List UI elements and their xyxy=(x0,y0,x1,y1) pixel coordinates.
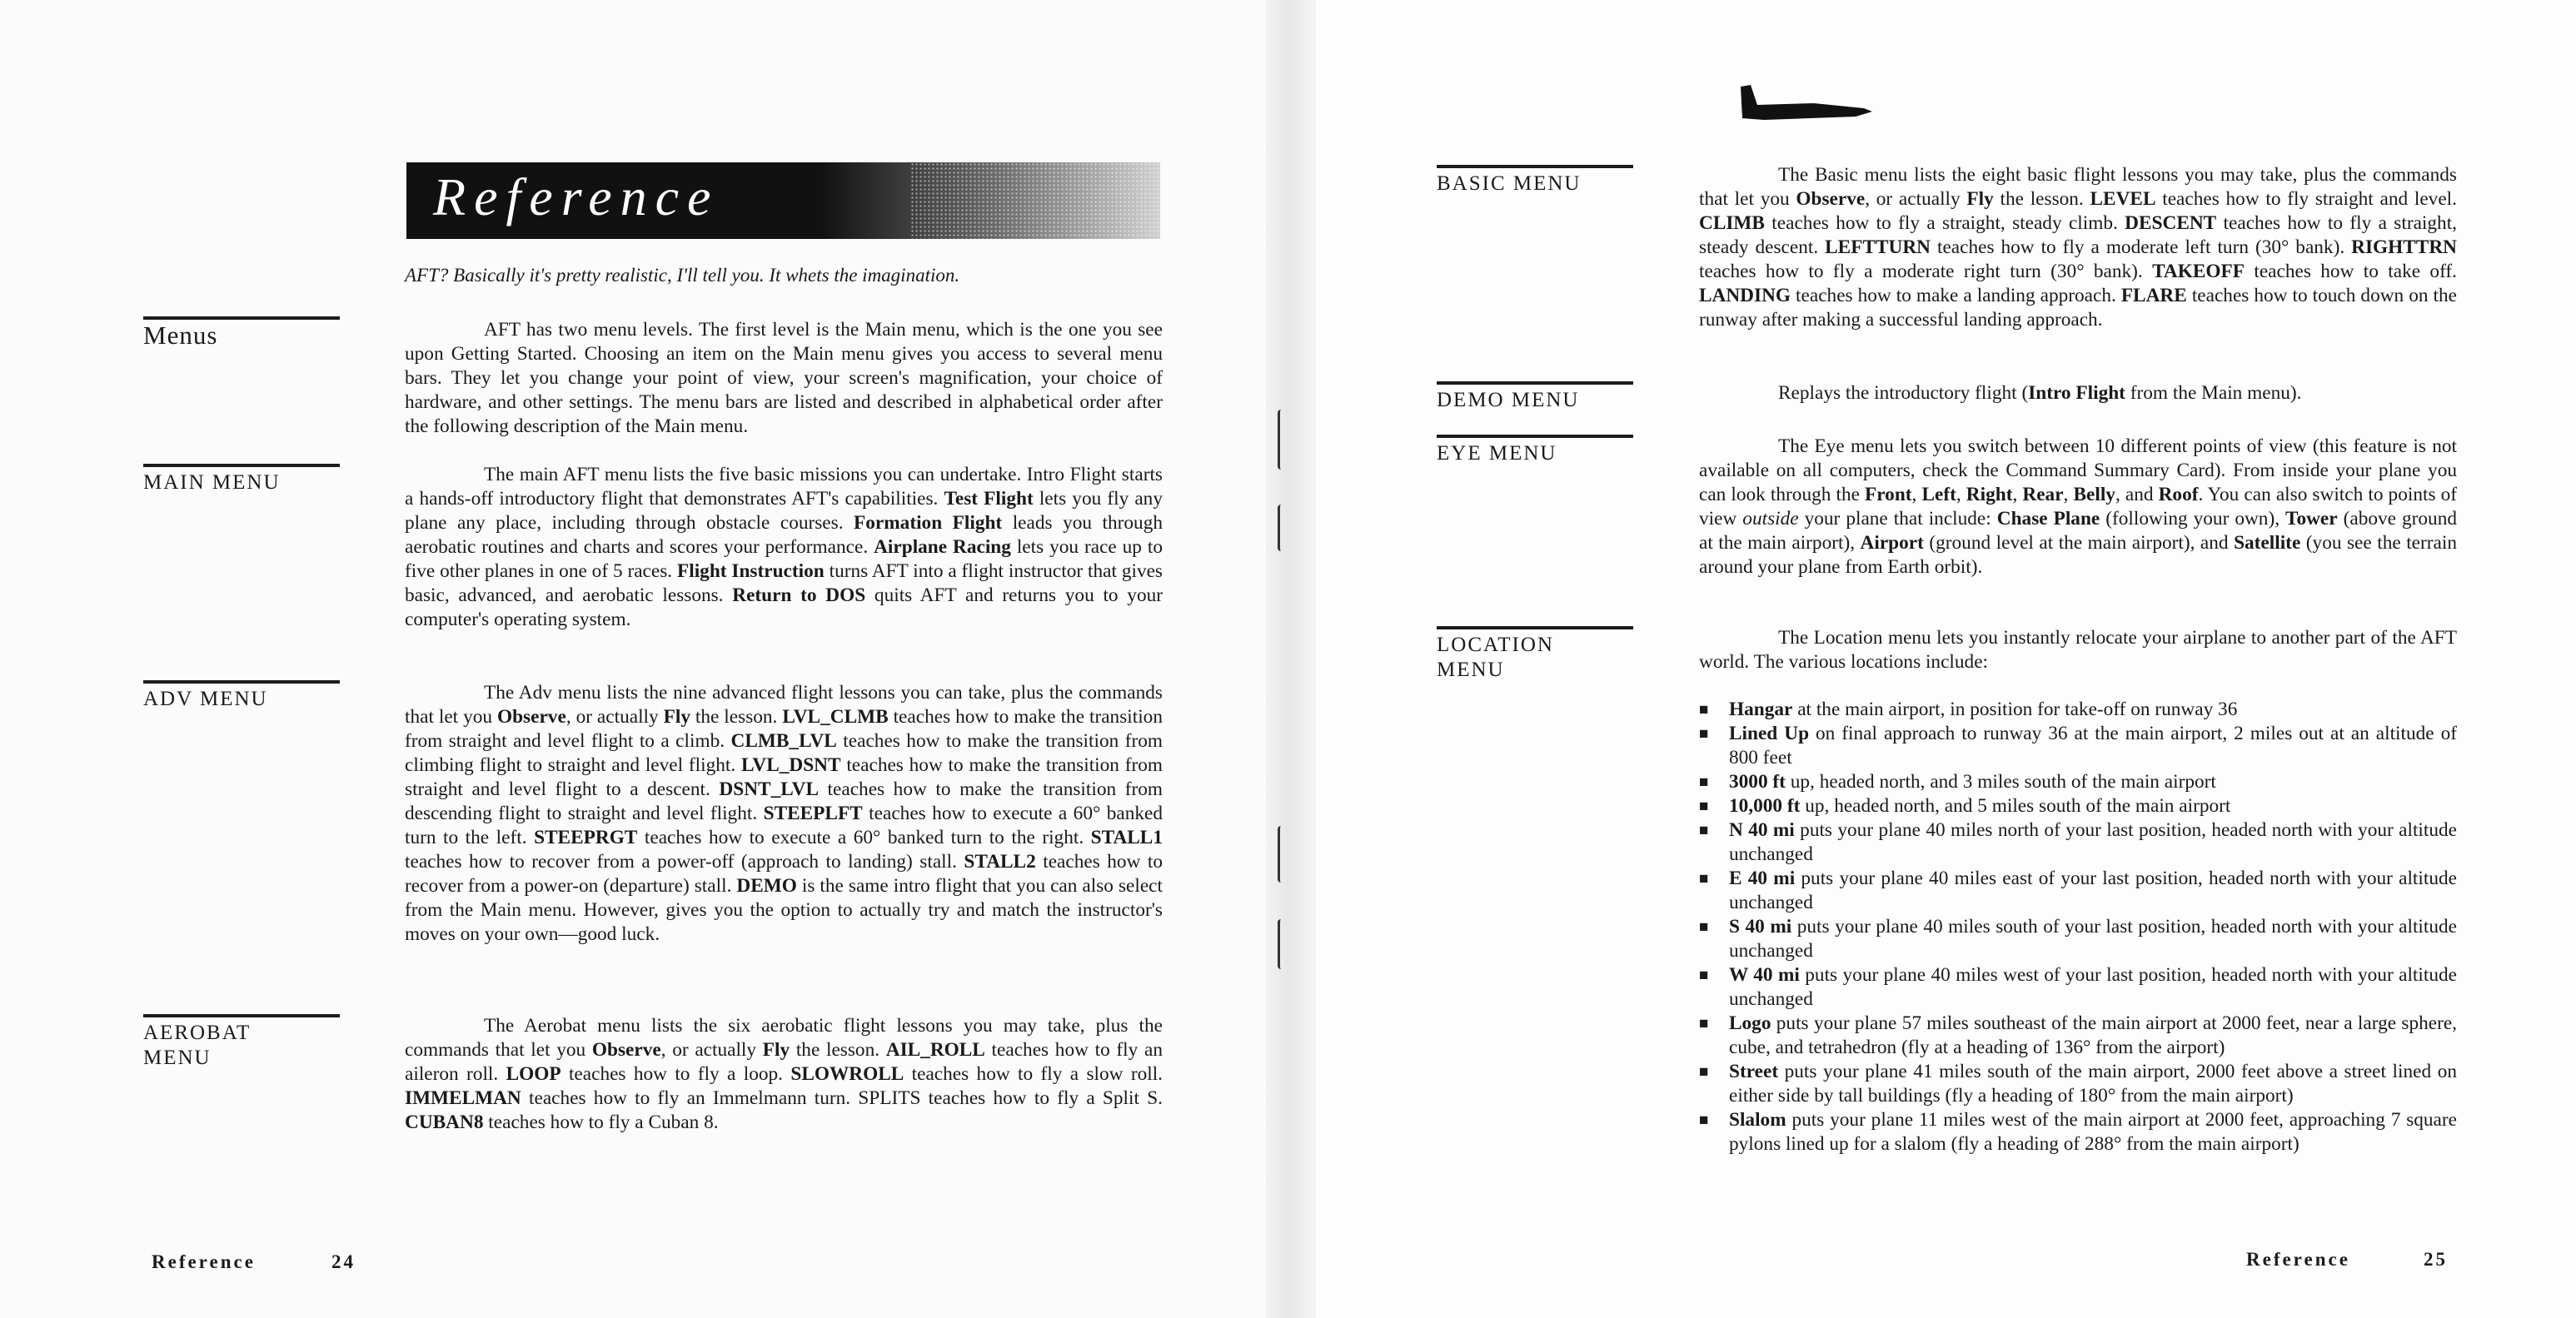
text-run: the lesson. xyxy=(690,706,783,728)
text-run: teaches how to make the transition from straight and level flight to a climb. xyxy=(405,706,1163,752)
heading-menus xyxy=(143,316,340,348)
para-location-menu xyxy=(1699,626,2457,674)
para-eye-menu-text xyxy=(1699,435,2457,579)
binding-ring xyxy=(1278,410,1287,470)
bold-term: N 40 mi xyxy=(1729,819,1795,841)
text-run: teaches how to recover from a power-off (approach to landing) stall. xyxy=(405,851,964,873)
bold-term: LOOP xyxy=(506,1063,561,1085)
location-item xyxy=(1699,1060,2457,1108)
heading-main-menu-label: MAIN MENU xyxy=(143,471,281,494)
text-run: teaches how to fly a straight, steady climb. xyxy=(1764,212,2125,234)
text-run: teaches how to execute a 60° banked turn to the right. xyxy=(637,827,1091,848)
bold-term: CLMB_LVL xyxy=(730,730,837,752)
text-run: teaches how to fly an aileron roll. xyxy=(405,1039,1163,1085)
para-basic-menu-text xyxy=(1699,163,2457,332)
text-run: teaches how to fly a moderate right turn (30° bank). xyxy=(1699,261,2153,282)
heading-eye-menu-label: EYE MENU xyxy=(1437,442,1557,465)
bold-term: LEFTTURN xyxy=(1825,236,1931,258)
binding-ring xyxy=(1278,826,1287,883)
bold-term: TAKEOFF xyxy=(2152,261,2245,282)
footer-left-label: Reference xyxy=(152,1251,256,1272)
text-run: teaches how to make the transition from climbing flight to straight and level flight. xyxy=(405,730,1163,776)
text-run: from the Main menu). xyxy=(2125,382,2302,404)
text-run: puts your plane 40 miles east of your last position, headed north with your altitude unchanged xyxy=(1729,868,2457,913)
para-aerobat-menu-text xyxy=(405,1014,1163,1135)
bold-term: DESCENT xyxy=(2125,212,2217,234)
text-run: , and xyxy=(2115,484,2159,505)
text-run: up, headed north, and 3 miles south of the main airport xyxy=(1785,771,2216,793)
bold-term: STEEPRGT xyxy=(534,827,638,848)
bold-term: Return to DOS xyxy=(732,584,866,606)
text-run: teaches how to fly a loop. xyxy=(561,1063,791,1085)
binding-ring xyxy=(1278,505,1287,551)
heading-location-line1: LOCATION xyxy=(1437,634,1554,656)
text-run: teaches how to touch down on the runway after making a successful landing approach. xyxy=(1699,285,2457,331)
bold-term: Belly xyxy=(2073,484,2115,505)
bold-term: Fly xyxy=(762,1039,790,1061)
heading-aerobat-menu xyxy=(143,1014,340,1071)
para-menus-text xyxy=(405,318,1163,439)
text-run: Replays the introductory flight ( xyxy=(1778,382,2029,404)
bold-term: LEVEL xyxy=(2090,188,2156,210)
heading-location-menu xyxy=(1437,626,1633,683)
bold-term: CUBAN8 xyxy=(405,1112,484,1133)
para-adv-menu xyxy=(405,681,1163,947)
text-run: puts your plane 11 miles west of the main airport at 2000 feet, approaching 7 square pylons lined up for a slalom (fly a heading of 288° from the main airport) xyxy=(1729,1109,2457,1155)
para-main-menu-text xyxy=(405,463,1163,632)
location-item xyxy=(1699,867,2457,915)
text-run: teaches how to fly a Cuban 8. xyxy=(483,1112,719,1133)
location-item xyxy=(1699,818,2457,867)
bold-term: Fly xyxy=(663,706,690,728)
text-run: your plane that include: xyxy=(1798,508,1997,530)
text-run: , or actually xyxy=(566,706,664,728)
text-run: (ground level at the main airport), and xyxy=(1923,532,2235,554)
para-location-menu-text xyxy=(1699,626,2457,674)
bold-term: LANDING xyxy=(1699,285,1791,306)
text-run: the lesson. xyxy=(790,1039,886,1061)
text-run: teaches how to make the transition from straight and level flight to a descent. xyxy=(405,754,1163,800)
bold-term: W 40 mi xyxy=(1729,964,1800,986)
text-run: teaches how to make a landing approach. xyxy=(1791,285,2121,306)
text-run: puts your plane 41 miles south of the main airport, 2000 feet above a street lined on either side by tall buildings (fly a heading of 180° from the main airport) xyxy=(1729,1061,2457,1107)
text-run: the lesson. xyxy=(1993,188,2090,210)
bold-term: Left xyxy=(1921,484,1956,505)
heading-demo-menu-label: DEMO MENU xyxy=(1437,389,1580,411)
text-run: , xyxy=(1911,484,1922,505)
text-run: turns AFT into a flight instructor that gives basic, advanced, and aerobatic lessons. xyxy=(405,560,1163,606)
heading-basic-menu-label: BASIC MENU xyxy=(1437,172,1582,195)
heading-aerobat-line2: MENU xyxy=(143,1047,212,1069)
text-run: The Aerobat menu lists the six aerobatic flight lessons you may take, plus the commands that let you xyxy=(405,1015,1163,1061)
binding-ring xyxy=(1278,919,1287,969)
bold-term: Observe xyxy=(1796,188,1866,210)
para-aerobat-menu xyxy=(405,1014,1163,1135)
text-run: teaches how to execute a 60° banked turn to the left. xyxy=(405,803,1163,848)
text-run: teaches how to fly an Immelmann turn. SPLITS teaches how to fly a Split S. xyxy=(521,1087,1163,1109)
text-run: puts your plane 40 miles west of your last position, headed north with your altitude unchanged xyxy=(1729,964,2457,1010)
text-run: puts your plane 40 miles north of your last position, headed north with your altitude unchanged xyxy=(1729,819,2457,865)
bold-term: Observe xyxy=(496,706,566,728)
bold-term: AIL_ROLL xyxy=(885,1039,985,1061)
location-item xyxy=(1699,722,2457,770)
heading-basic-menu xyxy=(1437,165,1633,196)
bold-term: Right xyxy=(1966,484,2013,505)
bold-term: 10,000 ft xyxy=(1729,795,1801,817)
bold-term: E 40 mi xyxy=(1729,868,1796,889)
bold-term: STALL2 xyxy=(964,851,1036,873)
text-run: teaches how to fly a moderate left turn (30° bank). xyxy=(1931,236,2352,258)
bold-term: CLIMB xyxy=(1699,212,1765,234)
location-item xyxy=(1699,963,2457,1012)
text-run: at the main airport, in position for take-off on runway 36 xyxy=(1792,699,2238,720)
text-run: teaches how to fly a slow roll. xyxy=(904,1063,1163,1085)
bold-term: Roof xyxy=(2158,484,2199,505)
bold-term: LVL_DSNT xyxy=(740,754,841,776)
para-adv-menu-text xyxy=(405,681,1163,947)
text-run: . You can also switch to points of view xyxy=(1699,484,2458,530)
bold-term: IMMELMAN xyxy=(405,1087,521,1109)
bold-term: Chase Plane xyxy=(1996,508,2100,530)
text-run: puts your plane 40 miles south of your last position, headed north with your altitude unchanged xyxy=(1729,916,2458,962)
location-item xyxy=(1699,698,2457,722)
bold-term: Formation Flight xyxy=(854,512,1003,534)
bold-term: Tower xyxy=(2285,508,2338,530)
bold-term: Airport xyxy=(1860,532,1924,554)
bold-term: SLOWROLL xyxy=(790,1063,904,1085)
text-run: quits AFT and returns you to your computer's operating system. xyxy=(405,584,1163,630)
text-run: The Adv menu lists the nine advanced flight lessons you can take, plus the commands that let you xyxy=(405,682,1163,728)
book-spine xyxy=(1266,0,1316,1318)
italic-term: outside xyxy=(1742,508,1799,530)
text-run: , or actually xyxy=(660,1039,763,1061)
text-run: leads you through aerobatic routines and charts and scores your performance. xyxy=(405,512,1163,558)
text-run: teaches how to recover from a power-on (departure) stall. xyxy=(405,851,1163,897)
text-run: lets you race up to five other planes in one of 5 races. xyxy=(405,536,1163,582)
location-item xyxy=(1699,794,2457,818)
heading-eye-menu xyxy=(1437,435,1633,466)
bold-term: DEMO xyxy=(736,875,797,897)
text-run: The Location menu lets you instantly relocate your airplane to another part of the AFT world. The various locations include: xyxy=(1699,627,2457,673)
heading-adv-menu-label: ADV MENU xyxy=(143,688,268,710)
location-item xyxy=(1699,770,2457,794)
text-run: (above ground at the main airport), xyxy=(1699,508,2457,554)
para-eye-menu xyxy=(1699,435,2457,579)
bold-term: Intro Flight xyxy=(2028,382,2125,404)
footer-left-page-number: 24 xyxy=(331,1251,356,1272)
bold-term: Rear xyxy=(2022,484,2064,505)
bold-term: STALL1 xyxy=(1090,827,1163,848)
bold-term: S 40 mi xyxy=(1729,916,1792,938)
heading-aerobat-line1: AEROBAT xyxy=(143,1022,252,1044)
text-run: teaches how to make the transition from descending flight to straight and level flight. xyxy=(405,778,1163,824)
location-item xyxy=(1699,915,2457,963)
text-run: AFT has two menu levels. The first level is the Main menu, which is the one you see upon Getting Started. Choosing an item on the Main menu gives you access to several menu bars. They let you change your point of view, your screen's magnification, your choice of hardware, and other settings. The menu bars are listed and described in alphabetical order after the following description of the Main menu. xyxy=(405,319,1163,437)
heading-main-menu xyxy=(143,464,340,495)
text-run: , or actually xyxy=(1865,188,1967,210)
text-run: teaches how to fly a straight, steady descent. xyxy=(1699,212,2457,258)
text-run: , xyxy=(2063,484,2074,505)
text-run: puts your plane 57 miles southeast of the main airport at 2000 feet, near a large sphere, cube, and tetrahedron (fly at a heading of 136° from the airport) xyxy=(1729,1012,2457,1058)
text-run: teaches how to take off. xyxy=(2245,261,2457,282)
bold-term: Test Flight xyxy=(944,488,1034,510)
para-basic-menu xyxy=(1699,163,2457,332)
bold-term: Flight Instruction xyxy=(677,560,825,582)
text-run: , xyxy=(1956,484,1966,505)
bold-term: Satellite xyxy=(2234,532,2301,554)
text-run: The main AFT menu lists the five basic missions you can undertake. Intro Flight starts a hands-off introductory flight that demonstrates AFT's capabilities. xyxy=(405,464,1163,510)
bold-term: Front xyxy=(1865,484,1912,505)
bold-term: Fly xyxy=(1966,188,1994,210)
heading-demo-menu xyxy=(1437,381,1633,413)
text-run: (following your own), xyxy=(2100,508,2286,530)
page-title: Reference xyxy=(433,167,720,226)
bold-term: RIGHTTRN xyxy=(2351,236,2457,258)
location-list xyxy=(1699,698,2457,1156)
bold-term: Hangar xyxy=(1729,699,1793,720)
bold-term: 3000 ft xyxy=(1729,771,1786,793)
location-item xyxy=(1699,1012,2457,1060)
bold-term: Observe xyxy=(591,1039,661,1061)
footer-right-label: Reference xyxy=(2246,1249,2350,1270)
footer-right-page-number: 25 xyxy=(2424,1249,2448,1270)
intro-quote: AFT? Basically it's pretty realistic, I'll tell you. It whets the imagination. xyxy=(405,265,960,286)
heading-adv-menu xyxy=(143,680,340,712)
para-menus xyxy=(405,318,1163,439)
bold-term: Logo xyxy=(1729,1012,1771,1034)
text-run: up, headed north, and 5 miles south of the main airport xyxy=(1800,795,2231,817)
bold-term: DSNT_LVL xyxy=(719,778,819,800)
text-run: lets you fly any plane any place, including through obstacle courses. xyxy=(405,488,1163,534)
text-run: The Basic menu lists the eight basic flight lessons you may take, plus the commands that let you xyxy=(1699,164,2457,210)
bold-term: Airplane Racing xyxy=(874,536,1011,558)
para-main-menu xyxy=(405,463,1163,632)
text-run: teaches how to fly straight and level. xyxy=(2155,188,2457,210)
bold-term: FLARE xyxy=(2120,285,2187,306)
text-run: The Eye menu lets you switch between 10 different points of view (this feature is not available on all computers, check the Command Summary Card). From inside your plane you can look through the xyxy=(1699,435,2457,505)
text-run: (you see the terrain around your plane from Earth orbit). xyxy=(1699,532,2457,578)
text-run: , xyxy=(2012,484,2023,505)
heading-location-line2: MENU xyxy=(1437,659,1505,681)
heading-menus-label: Menus xyxy=(143,321,218,350)
jet-silhouette-icon xyxy=(1739,80,1872,130)
bold-term: Street xyxy=(1729,1061,1779,1082)
para-demo-menu xyxy=(1699,381,2457,405)
bold-term: Lined Up xyxy=(1729,723,1810,744)
text-run: on final approach to runway 36 at the main airport, 2 miles out at an altitude of 800 feet xyxy=(1729,723,2458,768)
para-demo-menu-text xyxy=(1699,381,2457,405)
bold-term: LVL_CLMB xyxy=(782,706,889,728)
text-run: is the same intro flight that you can also select from the Main menu. However, gives you the option to actually try and match the instructor's moves on your own—good luck. xyxy=(405,875,1163,945)
bold-term: Slalom xyxy=(1729,1109,1786,1131)
location-item xyxy=(1699,1108,2457,1156)
bold-term: STEEPLFT xyxy=(763,803,863,824)
